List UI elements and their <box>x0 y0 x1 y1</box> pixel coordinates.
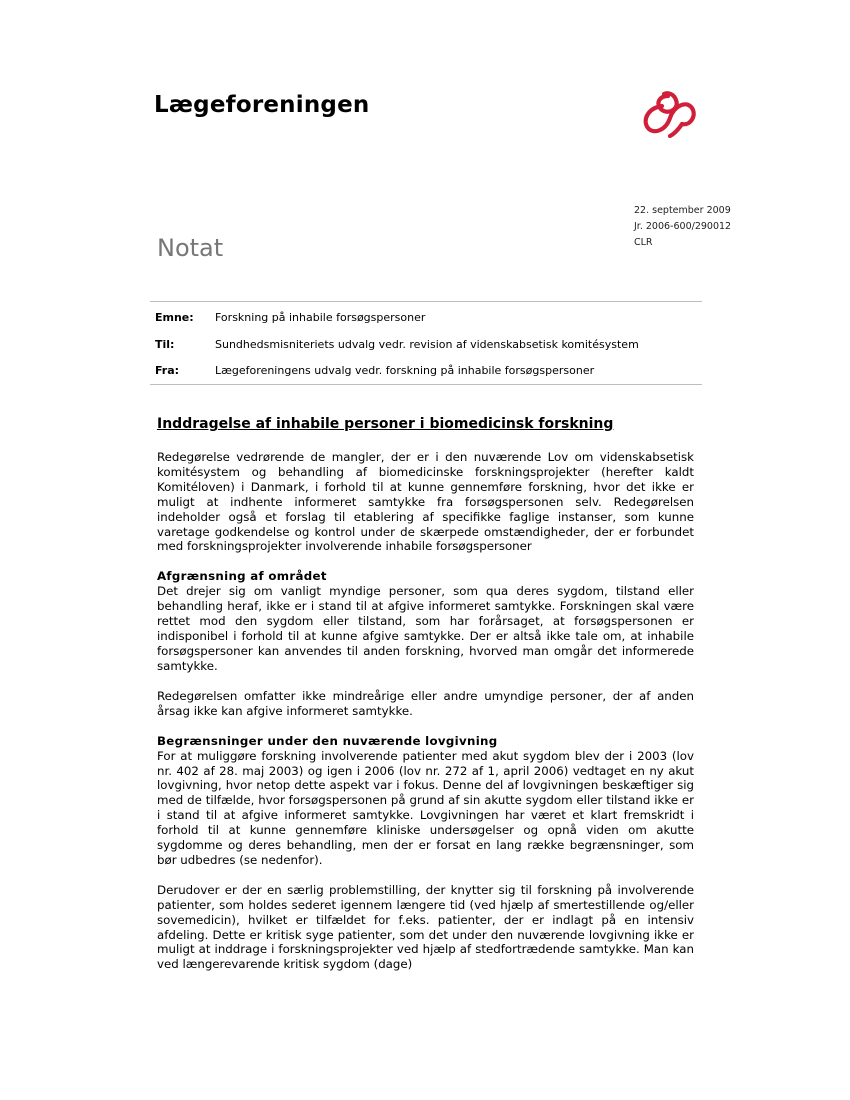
document-body <box>157 416 694 972</box>
body-paragraph: Det drejer sig om vanligt myndige personer, som qua deres sygdom, tilstand eller behandling heraf, ikke er i stand til at afgive informeret samtykke. Forskningen skal være rettet mod den sygdom eller tilstand, som har forårsaget, at forsøgspersonen er indisponibel i forhold til at kunne afgive samtykke. Der er altså ikke tale om, at inhabile forsøgspersoner kan anvendes til anden forskning, hvorved man omgår det informerede samtykke. <box>157 584 694 673</box>
field-label: Emne: <box>155 311 194 324</box>
header-top-divider <box>150 301 702 302</box>
body-paragraph: Redegørelsen omfatter ikke mindreårige eller andre umyndige personer, der af anden årsag ikke kan afgive informeret samtykke. <box>157 688 694 718</box>
field-to <box>155 338 705 365</box>
journal-number: Jr. 2006-600/290012 <box>634 221 732 232</box>
body-paragraph: For at muliggøre forskning involverende patienter med akut sygdom blev der i 2003 (lov nr. 402 af 28. maj 2003) og igen i 2006 (lov nr. 272 af 1, april 2006) vedtaget en ny akut lovgivning, hvor netop dette aspekt var i fokus. Denne del af lovgivningen beskæftiger sig med de tilfælde, hvor forsøgspersonen på grund af sin akutte sygdom eller tilstand ikke er i stand til at afgive informeret samtykke. Lovgivningen har været et klart fremskridt i forhold til at kunne gennemføre kliniske undersøgelser og opnå viden om akutte sygdomme og deres behandling, men der er forsat en lang række begrænsninger, som bør udbedres (se nedenfor). <box>157 748 694 867</box>
header-bottom-divider <box>150 384 702 385</box>
field-value: Forskning på inhabile forsøgspersoner <box>215 311 426 324</box>
field-label: Til: <box>155 337 175 351</box>
memo-header-fields <box>155 311 705 391</box>
document-type-heading: Notat <box>157 234 224 262</box>
section-heading: Begrænsninger under den nuværende lovgivning <box>157 733 498 748</box>
document-title: Inddragelse af inhabile personer i biomedicinsk forskning <box>157 416 614 432</box>
aesculapius-snake-logo-icon <box>638 86 698 138</box>
section-heading: Afgrænsning af området <box>157 569 327 584</box>
body-paragraph: Derudover er der en særlig problemstilling, der knytter sig til forskning på involverende patienter, som holdes sederet igennem længere tid (ved hjælp af smertestillende og/eller sovemedicin), hvilket er tilfældet for f.eks. patienter, der er indlagt på en intensiv afdeling. Dette er kritisk syge patienter, som det under den nuværende lovgivning ikke er muligt at inddrage i forskningsprojekter ved hjælp af stedfortrædende samtykke. Man kan ved længerevarende kritisk sygdom (dage) <box>157 882 694 972</box>
section-limitations <box>157 734 694 973</box>
section-scope <box>157 569 694 718</box>
field-value: Sundhedsmisniteriets udvalg vedr. revision af videnskabsetisk komitésystem <box>215 337 639 351</box>
intro-paragraph: Redegørelse vedrørende de mangler, der er i den nuværende Lov om videnskabsetisk komitésystem og behandling af biomedicinske forskningsprojekter (herefter kaldt Komitéloven) i Danmark, i forhold til at kunne gennemføre forskning, hvor det ikke er muligt at indhente informeret samtykke fra forsøgspersonen selv. Redegørelsen indeholder også et forslag til etablering af specifikke faglige instanser, som kunne varetage godkendelse og kontrol under de skærpede omstændigheder, der er forbundet med forskningsprojekter involverende inhabile forsøgspersoner <box>157 450 694 554</box>
author-initials: CLR <box>634 237 653 248</box>
document-date: 22. september 2009 <box>634 205 731 216</box>
field-subject <box>155 311 705 338</box>
field-value: Lægeforeningens udvalg vedr. forskning på inhabile forsøgspersoner <box>215 364 595 377</box>
document-meta <box>634 203 731 251</box>
field-from <box>155 364 705 391</box>
organization-name: Lægeforeningen <box>154 92 370 118</box>
field-label: Fra: <box>155 364 180 377</box>
